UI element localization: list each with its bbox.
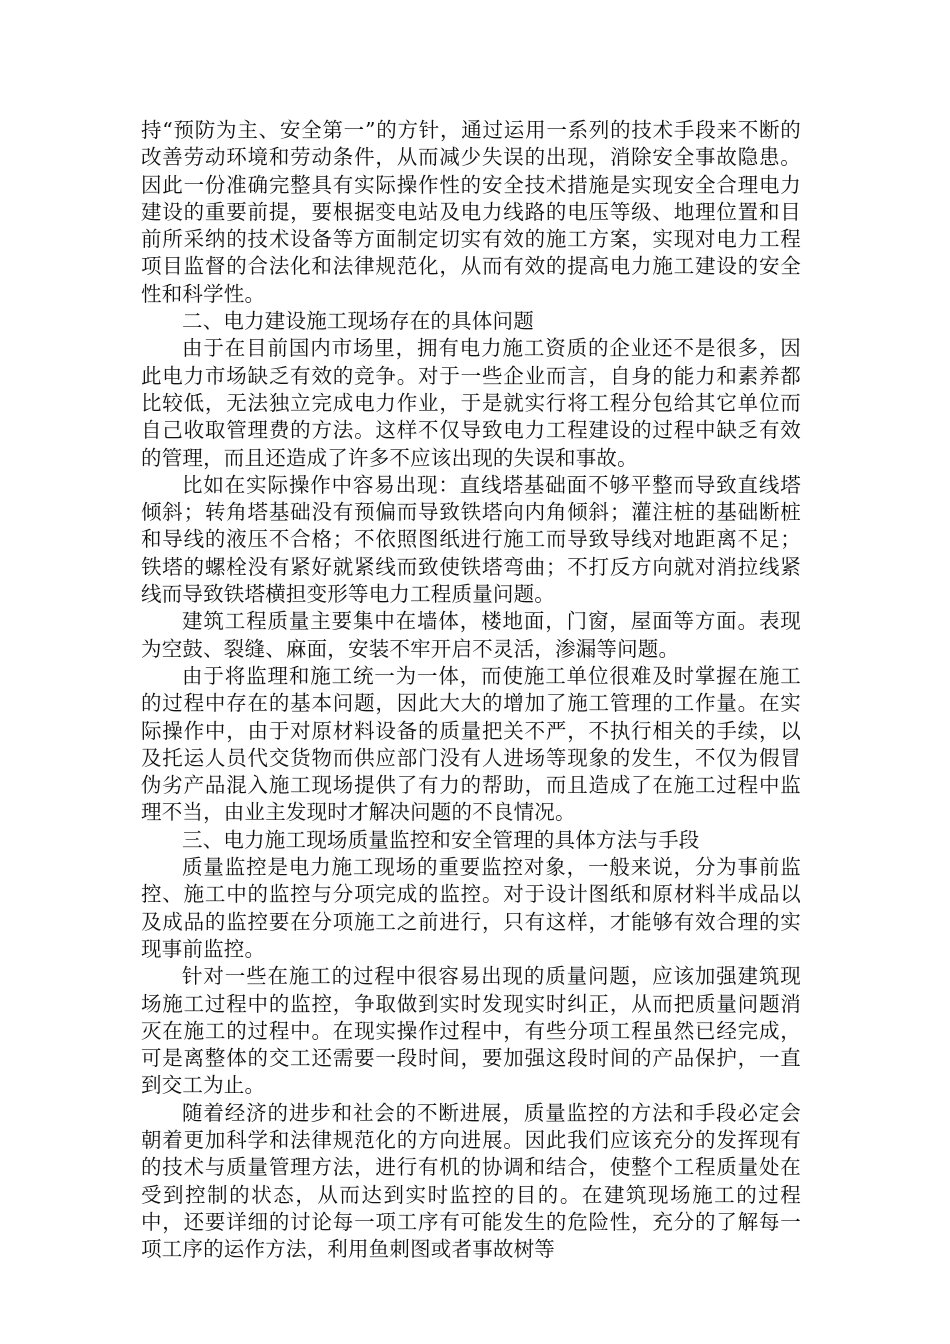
paragraph: 比如在实际操作中容易出现：直线塔基础面不够平整而导致直线塔倾斜；转角塔基础没有预偏而导致铁塔向内角倾斜；灌注桩的基础断桩和导线的液压不合格；不依照图纸进行施工而导致导线对地距离不足；铁塔的螺栓没有紧好就紧线而致使铁塔弯曲；不打反方向就对消拉线紧线而导致铁塔横担变形等电力工程质量问题。: [141, 472, 801, 607]
paragraph: 建筑工程质量主要集中在墙体，楼地面，门窗，屋面等方面。表现为空鼓、裂缝、麻面，安装不牢开启不灵活，渗漏等问题。: [141, 609, 801, 661]
paragraph: 由于在目前国内市场里，拥有电力施工资质的企业还不是很多，因此电力市场缺乏有效的竞争。对于一些企业而言，自身的能力和素养都比较低，无法独立完成电力作业，于是就实行将工程分包给其它单位而自己收取管理费的方法。这样不仅导致电力工程建设的过程中缺乏有效的管理，而且还造成了许多不应该出现的失误和事故。: [141, 336, 801, 470]
paragraph: 由于将监理和施工统一为一体，而使施工单位很难及时掌握在施工的过程中存在的基本问题，因此大大的增加了施工管理的工作量。在实际操作中，由于对原材料设备的质量把关不严，不执行相关的手续，以及托运人员代交货物而供应部门没有人进场等现象的发生，不仅为假冒伪劣产品混入施工现场提供了有力的帮助，而且造成了在施工过程中监理不当，由业主发现时才解决问题的不良情况。: [141, 663, 801, 825]
paragraph-continuation: 持“预防为主、安全第一”的方针，通过运用一系列的技术手段来不断的改善劳动环境和劳动条件，从而减少失误的出现，消除安全事故隐患。因此一份准确完整具有实际操作性的安全技术措施是实现安全合理电力建设的重要前提，要根据变电站及电力线路的电压等级、地理位置和目前所采纳的技术设备等方面制定切实有效的施工方案，实现对电力工程项目监督的合法化和法律规范化，从而有效的提高电力施工建设的安全性和科学性。: [141, 118, 801, 306]
paragraph: 质量监控是电力施工现场的重要监控对象，一般来说，分为事前监控、施工中的监控与分项完成的监控。对于设计图纸和原材料半成品以及成品的监控要在分项施工之前进行，只有这样，才能够有效合理的实现事前监控。: [141, 855, 801, 961]
body-text: [141, 117, 801, 1263]
paragraph: 随着经济的进步和社会的不断进展，质量监控的方法和手段必定会朝着更加科学和法律规范化的方向进展。因此我们应该充分的发挥现有的技术与质量管理方法，进行有机的协调和结合，使整个工程质量处在受到控制的状态，从而达到实时监控的目的。在建筑现场施工的过程中，还要详细的讨论每一项工序有可能发生的危险性，充分的了解每一项工序的运作方法，利用鱼刺图或者事故树等: [141, 1100, 801, 1262]
paragraph: 针对一些在施工的过程中很容易出现的质量问题，应该加强建筑现场施工过程中的监控，争取做到实时发现实时纠正，从而把质量问题消灭在施工的过程中。在现实操作过程中，有些分项工程虽然已经完成，可是离整体的交工还需要一段时间，要加强这段时间的产品保护，一直到交工为止。: [141, 964, 801, 1098]
section-heading-3: 三、电力施工现场质量监控和安全管理的具体方法与手段: [182, 827, 700, 852]
section-heading-2: 二、电力建设施工现场存在的具体问题: [182, 309, 534, 334]
